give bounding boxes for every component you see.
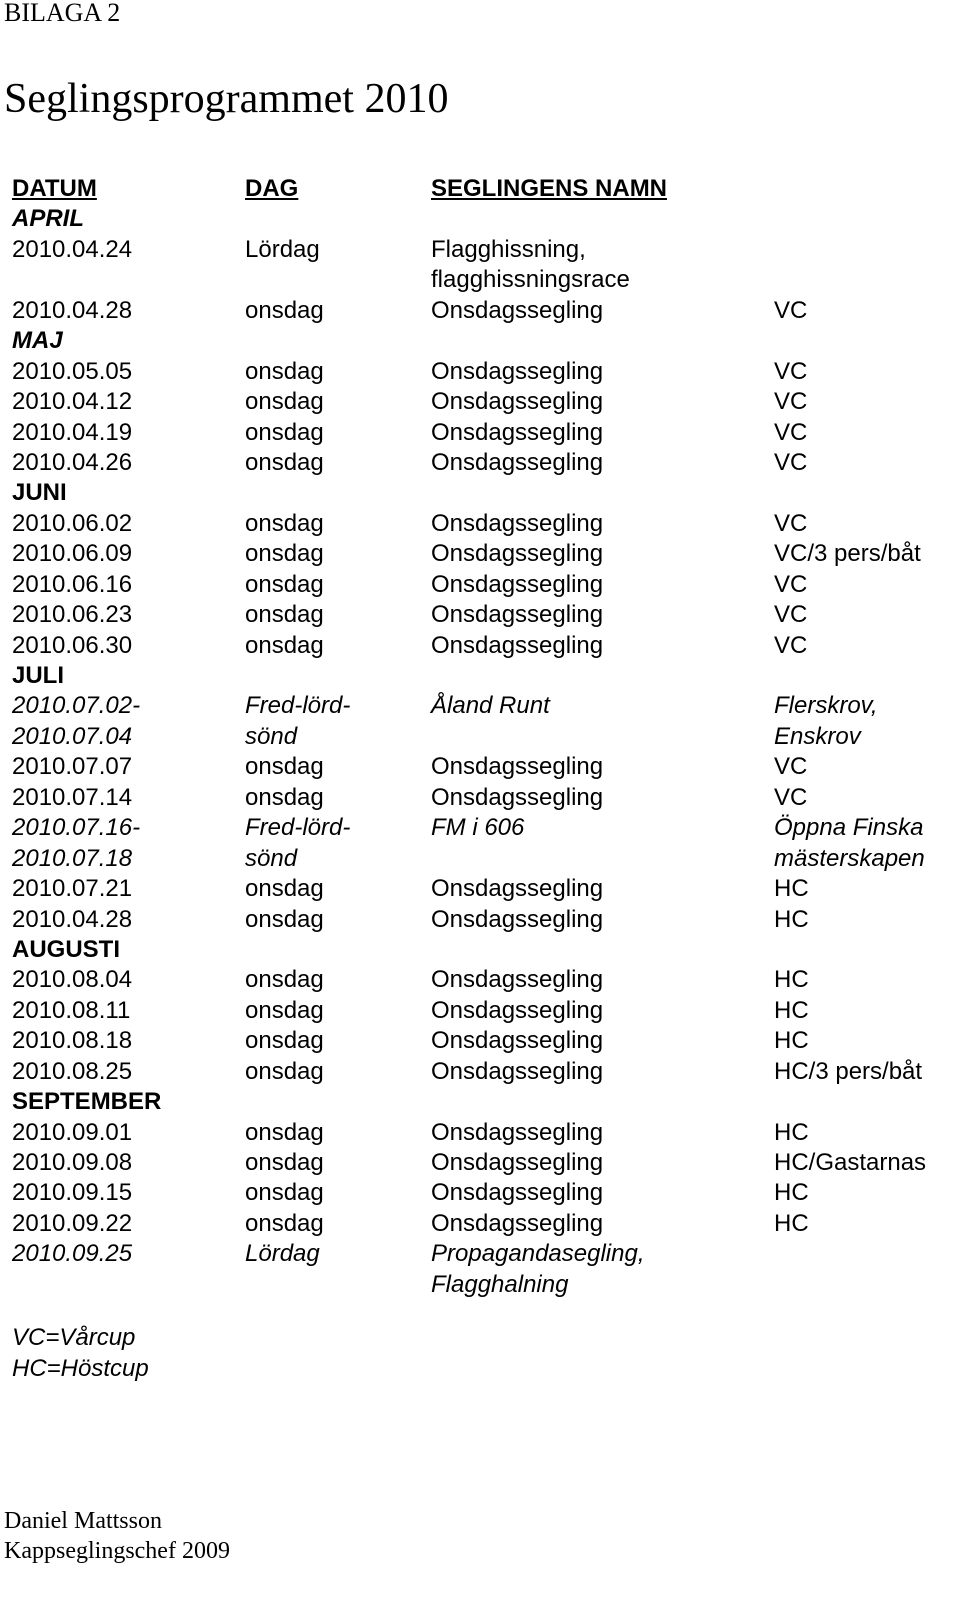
event-name-line: Onsdagssegling (431, 631, 604, 659)
event-name (431, 418, 603, 448)
event-name-line: Onsdagssegling (431, 418, 604, 446)
event-note (774, 691, 878, 750)
event-day (245, 1118, 324, 1148)
event-day (245, 570, 324, 600)
event-day (245, 235, 320, 265)
event-date-line-2: 2010.07.04 (12, 722, 133, 750)
event-name-line: Onsdagssegling (431, 875, 604, 903)
signature-name: Daniel Mattsson (4, 1508, 162, 1534)
event-day-line: onsdag (245, 570, 324, 598)
event-date-line: 2010.04.26 (12, 448, 133, 476)
event-day-line: Fred-lörd- (245, 692, 351, 720)
event-date (12, 235, 132, 265)
event-name (431, 387, 603, 417)
event-day-line: onsdag (245, 875, 324, 903)
event-name-line: FM i 606 (431, 814, 525, 842)
schedule-row (12, 448, 952, 478)
month-heading (12, 661, 952, 691)
event-day (245, 448, 324, 478)
month-label: JUNI (12, 479, 67, 507)
event-date-line: 2010.07.21 (12, 875, 133, 903)
schedule-row (12, 1148, 952, 1178)
schedule-row (12, 691, 952, 752)
column-header-name: SEGLINGENS NAMN (431, 175, 668, 202)
event-name (431, 874, 603, 904)
event-day-line: onsdag (245, 1179, 324, 1207)
month-heading (12, 1087, 952, 1117)
event-date-line: 2010.09.08 (12, 1149, 133, 1177)
event-name-line: Propagandasegling, (431, 1240, 645, 1268)
event-name-line-2: flagghissningsrace (431, 266, 630, 294)
event-day-line: Lördag (245, 235, 320, 263)
event-name (431, 1057, 603, 1087)
event-note-line: VC/3 pers/båt (774, 540, 921, 568)
event-name-line: Onsdagssegling (431, 1149, 604, 1177)
event-day (245, 691, 351, 750)
event-note (774, 357, 807, 387)
event-day (245, 752, 324, 782)
event-name (431, 996, 603, 1026)
event-day (245, 296, 324, 326)
event-day-line: onsdag (245, 996, 324, 1024)
event-name-line: Onsdagssegling (431, 1027, 604, 1055)
schedule-row (12, 783, 952, 813)
event-name (431, 965, 603, 995)
event-date (12, 1148, 132, 1178)
event-note (774, 996, 809, 1026)
schedule-row (12, 1178, 952, 1208)
event-note (774, 965, 809, 995)
event-name (431, 1148, 603, 1178)
event-date (12, 783, 132, 813)
event-name (431, 1209, 603, 1239)
schedule-row (12, 874, 952, 904)
event-day (245, 996, 324, 1026)
event-note-line: VC (774, 783, 808, 811)
event-day-line: onsdag (245, 1118, 324, 1146)
event-name-line: Onsdagssegling (431, 905, 604, 933)
event-date-line: 2010.09.22 (12, 1209, 133, 1237)
event-name (431, 905, 603, 935)
month-heading (12, 935, 952, 965)
schedule-row (12, 570, 952, 600)
event-note-line-2: mästerskapen (774, 844, 925, 872)
event-day-line: onsdag (245, 357, 324, 385)
event-date (12, 752, 132, 782)
event-note-line: HC/Gastarnas (774, 1149, 927, 1177)
event-date (12, 1178, 132, 1208)
event-date-line: 2010.05.05 (12, 357, 133, 385)
event-date-line-2: 2010.07.18 (12, 844, 133, 872)
event-note (774, 1026, 809, 1056)
event-date-line: 2010.04.12 (12, 388, 133, 416)
event-name (431, 1239, 645, 1298)
event-note-line: Öppna Finska (774, 814, 924, 842)
event-note (774, 387, 807, 417)
event-date-line: 2010.04.19 (12, 418, 133, 446)
event-name-line: Onsdagssegling (431, 388, 604, 416)
month-heading (12, 478, 952, 508)
event-date-line: 2010.06.30 (12, 631, 133, 659)
event-day-line-2: sönd (245, 844, 298, 872)
month-label: APRIL (12, 205, 84, 233)
event-name (431, 1026, 603, 1056)
event-name (431, 600, 603, 630)
event-day (245, 509, 324, 539)
event-day (245, 1148, 324, 1178)
schedule-row (12, 631, 952, 661)
event-day-line: onsdag (245, 1057, 324, 1085)
schedule-row (12, 1209, 952, 1239)
event-date-line: 2010.04.24 (12, 235, 133, 263)
event-note (774, 1148, 926, 1178)
annex-label: BILAGA 2 (4, 0, 121, 27)
event-day (245, 1026, 324, 1056)
event-note (774, 418, 807, 448)
event-day-line: onsdag (245, 601, 324, 629)
event-name (431, 1118, 603, 1148)
event-day-line: onsdag (245, 1027, 324, 1055)
event-note (774, 813, 925, 872)
event-name-line: Onsdagssegling (431, 1057, 604, 1085)
event-name (431, 813, 524, 843)
event-date (12, 418, 132, 448)
schedule-row (12, 996, 952, 1026)
event-day-line: onsdag (245, 753, 324, 781)
event-day (245, 783, 324, 813)
event-day-line-2: sönd (245, 722, 298, 750)
event-name (431, 539, 603, 569)
event-day (245, 813, 351, 872)
column-header-day: DAG (245, 175, 299, 202)
event-name-line: Onsdagssegling (431, 966, 604, 994)
event-date (12, 1057, 132, 1087)
event-name-line: Onsdagssegling (431, 783, 604, 811)
event-note (774, 631, 807, 661)
event-day (245, 357, 324, 387)
event-date (12, 448, 132, 478)
month-heading (12, 326, 952, 356)
legend-vc: VC=Vårcup (12, 1324, 136, 1351)
signature-role: Kappseglingschef 2009 (4, 1538, 230, 1564)
schedule-row (12, 235, 952, 296)
month-label: SEPTEMBER (12, 1088, 162, 1116)
event-day (245, 539, 324, 569)
schedule-row (12, 813, 952, 874)
event-note-line: VC (774, 296, 808, 324)
event-note (774, 448, 807, 478)
event-date-line: 2010.08.25 (12, 1057, 133, 1085)
legend-hc: HC=Höstcup (12, 1354, 149, 1382)
schedule-row (12, 1026, 952, 1056)
event-day-line: onsdag (245, 783, 324, 811)
event-note-line: Flerskrov, (774, 692, 878, 720)
event-name (431, 570, 603, 600)
signature (4, 1506, 230, 1566)
event-note (774, 783, 807, 813)
event-name-line: Onsdagssegling (431, 601, 604, 629)
event-note-line: VC (774, 601, 808, 629)
event-note-line: VC (774, 753, 808, 781)
event-name (431, 509, 603, 539)
schedule-row (12, 357, 952, 387)
schedule-row (12, 600, 952, 630)
schedule-row (12, 296, 952, 326)
event-name-line: Flagghissning, (431, 235, 586, 263)
event-name-line: Åland Runt (431, 692, 550, 720)
schedule-row (12, 1118, 952, 1148)
schedule-row (12, 1057, 952, 1087)
event-day (245, 387, 324, 417)
event-note-line: HC (774, 966, 809, 994)
event-date (12, 631, 132, 661)
event-note (774, 570, 807, 600)
event-day (245, 905, 324, 935)
event-note (774, 1178, 809, 1208)
event-name-line: Onsdagssegling (431, 448, 604, 476)
event-date-line: 2010.07.07 (12, 753, 133, 781)
event-note-line: VC (774, 418, 808, 446)
event-date-line: 2010.08.11 (12, 996, 131, 1024)
event-note-line: HC (774, 1209, 809, 1237)
event-name-line: Onsdagssegling (431, 1118, 604, 1146)
event-date (12, 691, 141, 750)
event-note (774, 539, 921, 569)
event-name (431, 235, 630, 294)
schedule-row (12, 509, 952, 539)
event-day-line: onsdag (245, 418, 324, 446)
schedule-row (12, 539, 952, 569)
month-heading (12, 204, 952, 234)
event-day-line: onsdag (245, 905, 324, 933)
event-date-line: 2010.06.09 (12, 540, 133, 568)
event-day-line: onsdag (245, 388, 324, 416)
event-note-line: VC (774, 388, 808, 416)
event-name (431, 357, 603, 387)
event-name (431, 783, 603, 813)
legend (12, 1323, 149, 1384)
event-name (431, 296, 603, 326)
event-date (12, 600, 132, 630)
event-name-line: Onsdagssegling (431, 540, 604, 568)
event-date (12, 509, 132, 539)
event-date (12, 874, 132, 904)
event-note (774, 905, 809, 935)
event-day-line: onsdag (245, 509, 324, 537)
event-day (245, 418, 324, 448)
event-day-line: onsdag (245, 1149, 324, 1177)
schedule-row (12, 965, 952, 995)
event-note-line: HC (774, 875, 809, 903)
page-title: Seglingsprogrammet 2010 (4, 76, 449, 122)
schedule-header (12, 174, 952, 204)
event-note-line: HC (774, 1118, 809, 1146)
schedule-row (12, 418, 952, 448)
schedule-row (12, 752, 952, 782)
schedule-rows (12, 204, 952, 1300)
event-date-line: 2010.04.28 (12, 905, 133, 933)
event-day-line: onsdag (245, 448, 324, 476)
event-date (12, 996, 130, 1026)
event-name-line-2: Flagghalning (431, 1270, 569, 1298)
event-date-line: 2010.07.14 (12, 783, 133, 811)
event-date-line: 2010.06.02 (12, 509, 133, 537)
event-date-line: 2010.06.16 (12, 570, 133, 598)
event-note-line: VC (774, 357, 808, 385)
event-note (774, 1209, 809, 1239)
event-date (12, 1118, 132, 1148)
event-date-line: 2010.04.28 (12, 296, 133, 324)
event-note-line: HC (774, 996, 809, 1024)
event-day-line: onsdag (245, 631, 324, 659)
event-date-line: 2010.06.23 (12, 601, 133, 629)
event-name-line: Onsdagssegling (431, 1179, 604, 1207)
event-name (431, 1178, 603, 1208)
event-note-line: HC (774, 905, 809, 933)
event-note (774, 1057, 922, 1087)
event-note-line: VC (774, 448, 808, 476)
event-day-line: onsdag (245, 296, 324, 324)
month-label: AUGUSTI (12, 935, 120, 963)
event-note-line: VC (774, 570, 808, 598)
schedule-row (12, 1239, 952, 1300)
event-day-line: onsdag (245, 540, 324, 568)
event-date (12, 357, 132, 387)
event-date-line: 2010.09.15 (12, 1179, 133, 1207)
event-day (245, 1178, 324, 1208)
event-day (245, 965, 324, 995)
event-day-line: onsdag (245, 1209, 324, 1237)
event-day (245, 1239, 320, 1269)
event-day-line: Lördag (245, 1240, 320, 1268)
event-name-line: Onsdagssegling (431, 357, 604, 385)
event-note-line: VC (774, 509, 808, 537)
sailing-schedule (12, 174, 952, 1300)
event-date (12, 539, 132, 569)
event-note (774, 752, 807, 782)
event-note-line: HC (774, 1179, 809, 1207)
event-name-line: Onsdagssegling (431, 996, 604, 1024)
event-day (245, 1057, 324, 1087)
event-note-line: VC (774, 631, 808, 659)
event-date-line: 2010.08.18 (12, 1027, 133, 1055)
event-date (12, 965, 132, 995)
event-name-line: Onsdagssegling (431, 296, 604, 324)
event-note (774, 509, 807, 539)
event-name-line: Onsdagssegling (431, 509, 604, 537)
month-label: JULI (12, 662, 65, 690)
event-note-line: HC/3 pers/båt (774, 1057, 923, 1085)
event-date-line: 2010.07.16- (12, 814, 141, 842)
event-day (245, 874, 324, 904)
event-date (12, 813, 141, 872)
event-note (774, 296, 807, 326)
event-name-line: Onsdagssegling (431, 570, 604, 598)
event-date (12, 1026, 132, 1056)
event-name (431, 752, 603, 782)
event-date (12, 1209, 132, 1239)
event-date (12, 387, 132, 417)
event-day (245, 600, 324, 630)
event-date (12, 905, 132, 935)
event-note (774, 874, 809, 904)
event-name (431, 691, 550, 721)
event-note-line: HC (774, 1027, 809, 1055)
schedule-row (12, 905, 952, 935)
event-name (431, 448, 603, 478)
month-label: MAJ (12, 327, 63, 355)
event-note (774, 600, 807, 630)
event-date (12, 1239, 132, 1269)
event-name (431, 631, 603, 661)
event-date (12, 570, 132, 600)
event-day (245, 1209, 324, 1239)
event-note (774, 1118, 809, 1148)
schedule-row (12, 387, 952, 417)
event-date (12, 296, 132, 326)
event-day-line: Fred-lörd- (245, 814, 351, 842)
event-day-line: onsdag (245, 966, 324, 994)
event-date-line: 2010.07.02- (12, 692, 141, 720)
event-note-line-2: Enskrov (774, 722, 861, 750)
event-day (245, 631, 324, 661)
event-date-line: 2010.09.25 (12, 1240, 133, 1268)
event-date-line: 2010.08.04 (12, 966, 133, 994)
event-name-line: Onsdagssegling (431, 1209, 604, 1237)
column-header-date: DATUM (12, 175, 97, 202)
event-date-line: 2010.09.01 (12, 1118, 133, 1146)
event-name-line: Onsdagssegling (431, 753, 604, 781)
